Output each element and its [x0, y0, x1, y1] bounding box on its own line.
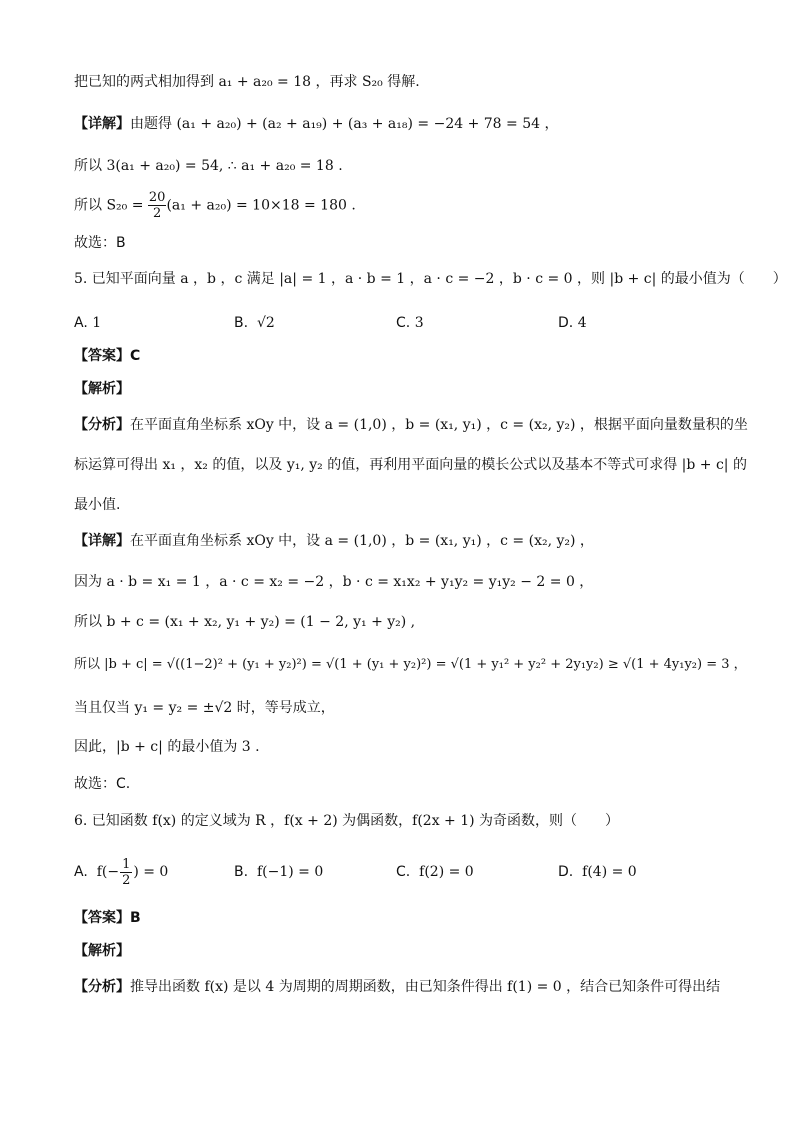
detail-answer: 故选：B	[74, 235, 126, 251]
detail-line-3: 所以 S₂₀ = $\frac{20}{2}$ (a₁ + a₂₀) = 10×18 = 180 .	[74, 190, 356, 221]
q6-analysis: 【解析】	[74, 943, 130, 959]
q5-option-c: C. 3	[396, 315, 424, 331]
detail-line-1: 【详解】由题得 (a₁ + a₂₀) + (a₂ + a₁₉) + (a₃ + a₁₈) = −24 + 78 = 54 ，	[74, 116, 559, 132]
detail-tag: 【详解】	[74, 116, 130, 132]
q5-option-d: D. 4	[558, 315, 587, 331]
q5-detail-1: 【详解】在平面直角坐标系 xOy 中，设 a = (1,0) ，b = (x₁, y₁) ，c = (x₂, y₂) ，	[74, 533, 594, 549]
q5-detail-4: 所以 |b + c| = √((1−2)² + (y₁ + y₂)²) = √(1 + (y₁ + y₂)²) = √(1 + y₁² + y₂² + 2y₁y₂) ≥ √(1 + 4y₁y₂) = 3 ，	[74, 657, 747, 672]
q5-option-a: A. 1	[74, 315, 102, 331]
fraction: $\frac{20}{2}$	[148, 190, 166, 221]
q5-fenxi-1: 【分析】在平面直角坐标系 xOy 中，设 a = (1,0) ，b = (x₁, y₁) ，c = (x₂, y₂) ，根据平面向量数量积的坐	[74, 417, 748, 433]
q5-option-b: B. √2	[234, 315, 275, 331]
q6-option-a: A. f(− $\frac{1}{2}$ ) = 0	[74, 856, 169, 888]
q5-detail-2: 因为 a · b = x₁ = 1 ，a · c = x₂ = −2 ，b · c = x₁x₂ + y₁y₂ = y₁y₂ − 2 = 0 ，	[74, 574, 594, 590]
q5-fenxi-2: 标运算可得出 x₁ ，x₂ 的值，以及 y₁, y₂ 的值，再利用平面向量的模长公式以及基本不等式可求得 |b + c| 的	[74, 457, 747, 473]
q6-answer: 【答案】B	[74, 910, 141, 926]
q6-option-b: B. f(−1) = 0	[234, 864, 324, 880]
q6-option-d: D. f(4) = 0	[558, 864, 637, 880]
q5-choose: 故选：C.	[74, 776, 131, 792]
intro-line: 把已知的两式相加得到 a₁ + a₂₀ = 18 ，再求 S₂₀ 得解.	[74, 74, 420, 90]
q6-stem: 6. 已知函数 f(x) 的定义域为 R ，f(x + 2) 为偶函数，f(2x + 1) 为奇函数，则（ ）	[74, 813, 620, 829]
q6-option-c: C. f(2) = 0	[396, 864, 474, 880]
detail-line-2: 所以 3(a₁ + a₂₀) = 54, ∴ a₁ + a₂₀ = 18 .	[74, 158, 343, 174]
q5-fenxi-3: 最小值.	[74, 497, 121, 513]
fraction: $\frac{1}{2}$	[122, 856, 131, 888]
q5-detail-6: 因此，|b + c| 的最小值为 3 .	[74, 739, 260, 755]
q5-analysis: 【解析】	[74, 381, 130, 397]
q5-detail-3: 所以 b + c = (x₁ + x₂, y₁ + y₂) = (1 − 2, y₁ + y₂) ,	[74, 614, 416, 630]
q5-stem: 5. 已知平面向量 a ，b ，c 满足 |a| = 1 ，a · b = 1 ，a · c = −2 ，b · c = 0 ，则 |b + c| 的最小值为（ ）	[74, 271, 787, 287]
q5-answer: 【答案】C	[74, 348, 141, 364]
q5-detail-5: 当且仅当 y₁ = y₂ = ±√2 时，等号成立，	[74, 700, 335, 716]
q6-fenxi-1: 【分析】推导出函数 f(x) 是以 4 为周期的周期函数，由已知条件得出 f(1) = 0 ，结合已知条件可得出结	[74, 979, 721, 995]
